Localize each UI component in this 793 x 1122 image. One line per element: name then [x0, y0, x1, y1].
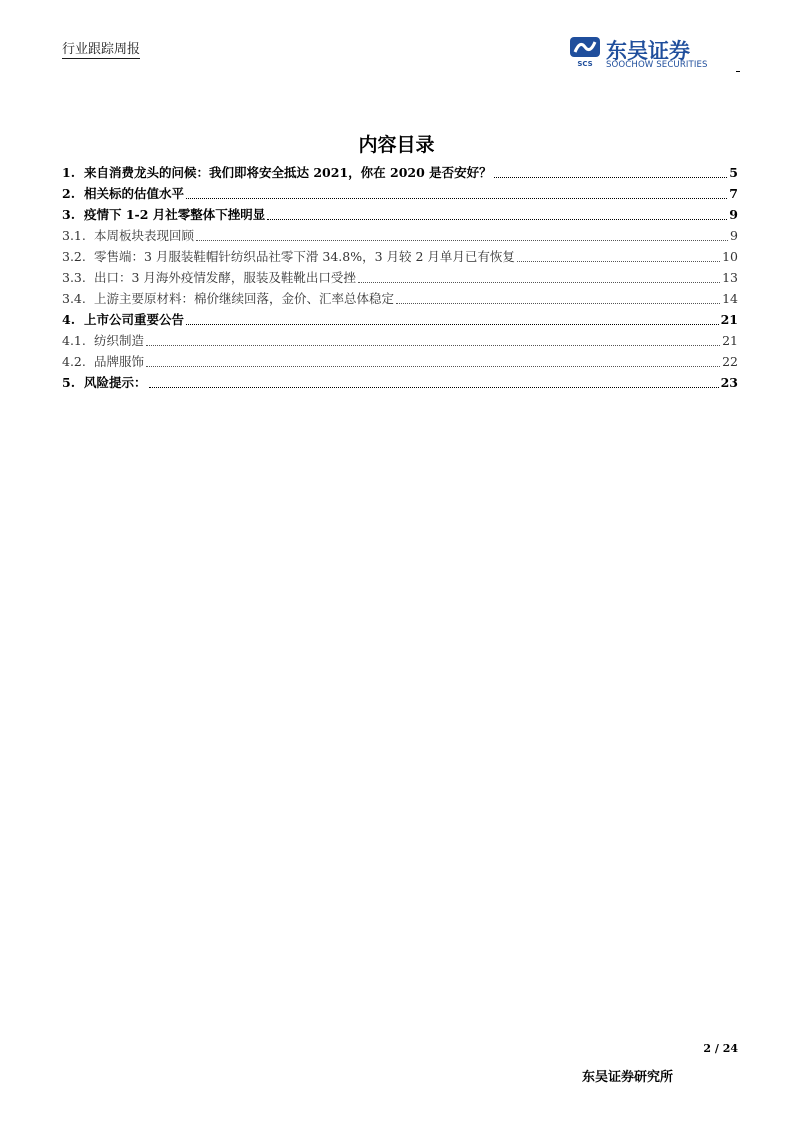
toc-leader-dots [146, 366, 720, 367]
toc-entry-number: 1. [62, 165, 76, 180]
logo-chinese-name: 东吴证券 [606, 39, 690, 63]
toc-entry-page: 10 [722, 249, 738, 264]
toc-entry-page: 21 [722, 333, 738, 348]
toc-entry-text: 疫情下 1-2 月社零整体下挫明显 [84, 207, 266, 222]
company-logo [568, 35, 740, 71]
toc-entry-page: 21 [720, 312, 738, 327]
toc-entry-text: 品牌服饰 [94, 354, 145, 369]
toc-leader-dots [186, 324, 719, 325]
toc-entry-page: 7 [729, 186, 738, 201]
toc-entry[interactable] [62, 328, 738, 349]
table-of-contents [62, 160, 738, 391]
toc-entry-text: 纺织制造 [94, 333, 145, 348]
toc-entry-number: 3.2. [62, 249, 86, 264]
toc-leader-dots [196, 240, 728, 241]
toc-entry-number: 4.1. [62, 333, 86, 348]
toc-entry[interactable] [62, 244, 738, 265]
toc-entry-number: 3.3. [62, 270, 86, 285]
toc-entry-number: 2. [62, 186, 76, 201]
toc-title: 内容目录 [358, 134, 435, 156]
header-rule [736, 71, 740, 72]
toc-leader-dots [494, 177, 728, 178]
page-number: 2 / 24 [703, 1042, 738, 1055]
toc-entry[interactable] [62, 349, 738, 370]
toc-leader-dots [267, 219, 727, 220]
toc-leader-dots [149, 387, 719, 388]
toc-entry[interactable] [62, 265, 738, 286]
toc-entry-text: 来自消费龙头的问候：我们即将安全抵达 2021，你在 2020 是否安好？ [84, 165, 492, 180]
toc-entry-page: 5 [729, 165, 738, 180]
toc-leader-dots [517, 261, 720, 262]
toc-leader-dots [186, 198, 727, 199]
toc-entry-text: 出口：3 月海外疫情发酵，服装及鞋靴出口受挫 [94, 270, 356, 285]
report-type-label: 行业跟踪周报 [62, 38, 140, 59]
footer-organization: 东吴证券研究所 [582, 1070, 674, 1085]
toc-leader-dots [146, 345, 720, 346]
toc-entry-number: 4.2. [62, 354, 86, 369]
toc-entry[interactable] [62, 160, 738, 181]
logo-english-name: SOOCHOW SECURITIES [606, 60, 708, 70]
toc-entry-text: 本周板块表现回顾 [94, 228, 195, 243]
toc-entry-page: 9 [730, 228, 738, 243]
toc-entry[interactable] [62, 223, 738, 244]
toc-entry-text: 上市公司重要公告 [84, 312, 185, 327]
toc-entry-text: 风险提示： [84, 375, 147, 390]
toc-entry-page: 9 [729, 207, 738, 222]
toc-entry[interactable] [62, 307, 738, 328]
toc-entry-text: 相关标的估值水平 [84, 186, 185, 201]
toc-entry[interactable] [62, 181, 738, 202]
toc-entry[interactable] [62, 202, 738, 223]
toc-entry-number: 3.4. [62, 291, 86, 306]
toc-entry-number: 4. [62, 312, 76, 327]
toc-entry-number: 3. [62, 207, 76, 222]
toc-entry-page: 22 [722, 354, 738, 369]
toc-entry-page: 14 [722, 291, 738, 306]
toc-leader-dots [358, 282, 720, 283]
logo-mark-text: SCS [577, 60, 593, 68]
toc-entry-number: 3.1. [62, 228, 86, 243]
toc-entry[interactable] [62, 370, 738, 391]
toc-entry-text: 零售端：3 月服装鞋帽针纺织品社零下滑 34.8%，3 月较 2 月单月已有恢复 [94, 249, 515, 264]
toc-entry-text: 上游主要原材料：棉价继续回落，金价、汇率总体稳定 [94, 291, 395, 306]
toc-entry-page: 23 [720, 375, 738, 390]
toc-entry-number: 5. [62, 375, 76, 390]
toc-entry-page: 13 [722, 270, 738, 285]
toc-entry[interactable] [62, 286, 738, 307]
toc-leader-dots [396, 303, 720, 304]
